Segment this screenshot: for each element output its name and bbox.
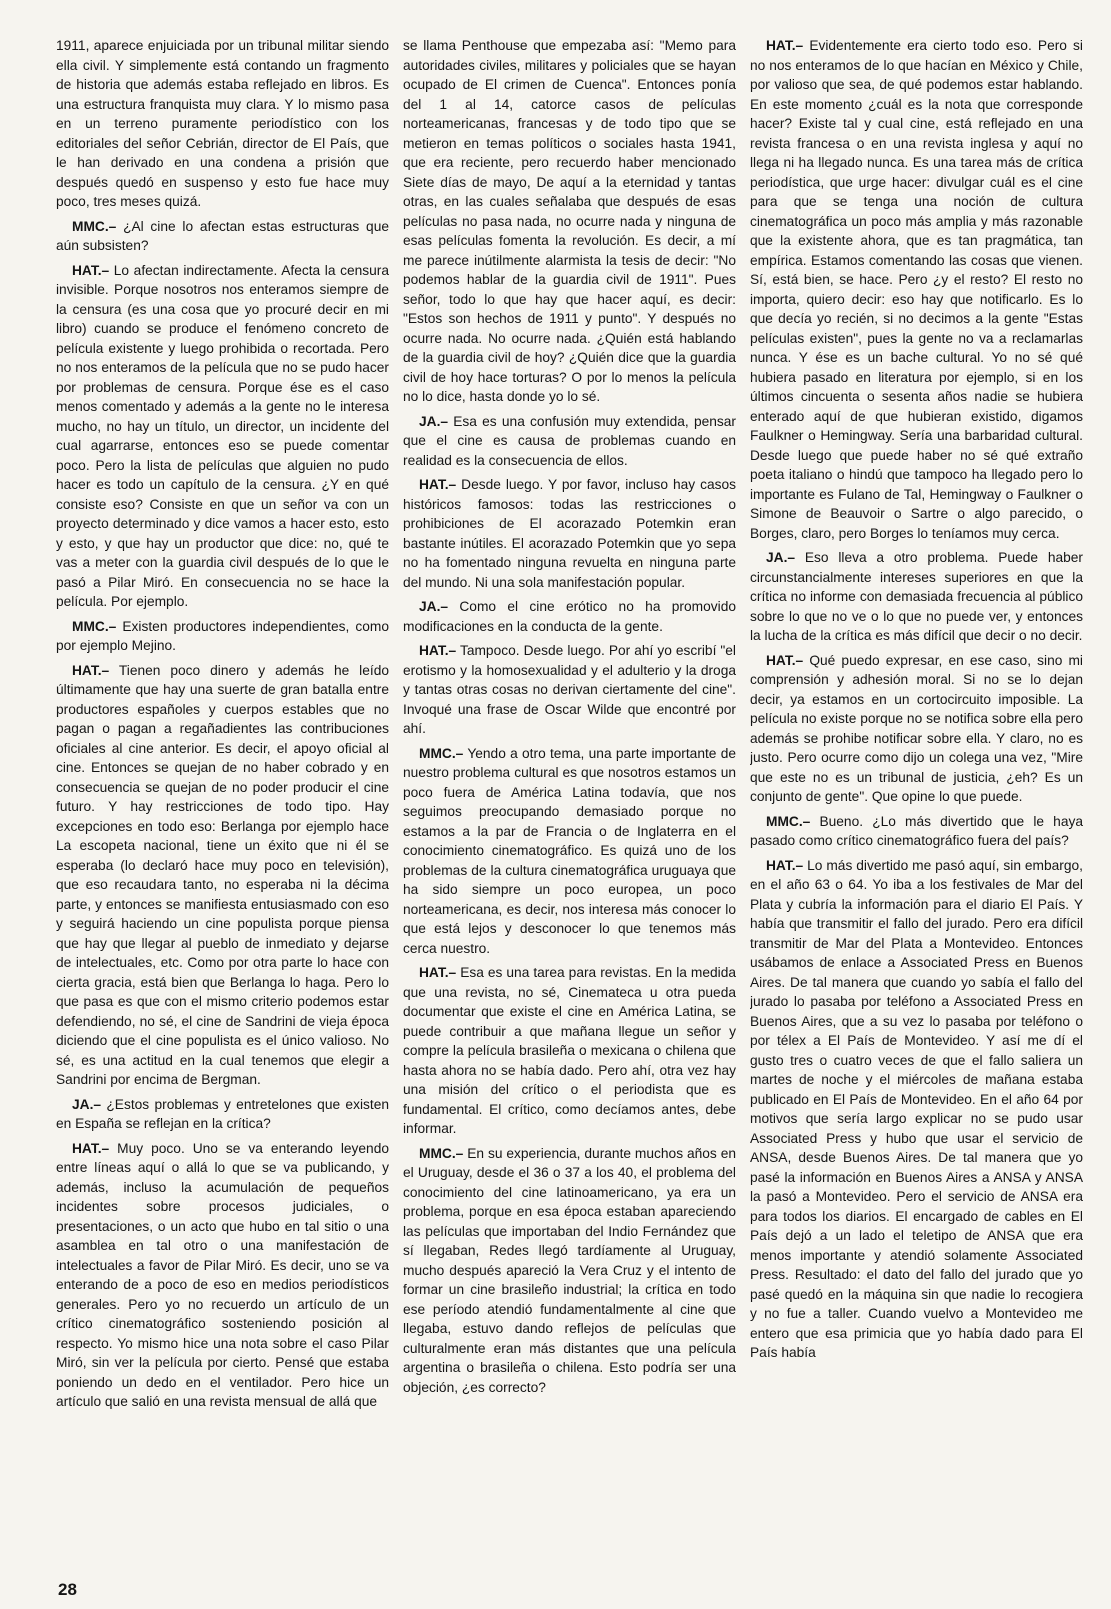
speaker-label: JA.– bbox=[766, 550, 796, 565]
speaker-label: MMC.– bbox=[419, 745, 464, 761]
paragraph bbox=[403, 412, 736, 471]
paragraph-text: ¿Al cine lo afectan estas estructuras que aún subsisten? bbox=[56, 218, 389, 253]
speaker-label: HAT.– bbox=[766, 857, 804, 873]
paragraph-text: Como el cine erótico no ha promovido modificaciones en la conducta de la gente. bbox=[403, 599, 736, 634]
speaker-label: MMC.– bbox=[766, 813, 811, 829]
speaker-label: JA.– bbox=[72, 1096, 102, 1112]
speaker-label: HAT.– bbox=[72, 662, 110, 678]
paragraph-text: Muy poco. Uno se va enterando leyendo entre líneas aquí o allá lo que se va publicando, y además, incluso la acumulación de pequeños incidentes sobre procesos judiciales, o presentaciones, o un acto que hubo en tal sitio o una asamblea en tal otro o una manifestación de intelectuales a favor de Pilar Miró. Es decir, uno se va enterando de a poco de eso en medios periodísticos generales. Pero yo no recuerdo un artículo de un crítico cinematográfico sosteniendo posición al respecto. Yo mismo hice una nota sobre el caso Pilar Miró, sin ver la película por cierto. Pensé que estaba poniendo un dedo en el ventilador. Pero hice un artículo que salió en una revista mensual de allá que bbox=[56, 1140, 389, 1409]
paragraph-text: Tampoco. Desde luego. Por ahí yo escribí "el erotismo y la homosexualidad y el adulterio y la droga y tantas otras cosas no derivan ciertamente del cine". Invoqué una frase de Oscar Wilde que encontré por ahí. bbox=[403, 643, 736, 736]
speaker-label: HAT.– bbox=[72, 1140, 110, 1156]
paragraph-text: Qué puedo expresar, en ese caso, sino mi comprensión y adhesión moral. Si no se lo dejan decir, ya estamos en un cortocircuito imposible. La película no existe porque no se notifica sobre ella pero además se prohibe notificar sobre ella. Y claro, no es justo. Pero ocurre como dijo un colega una vez, "Mire que este no es un tribunal de justicia, ¿eh? Es un conjunto de gente". Que opine lo que puede. bbox=[750, 652, 1083, 804]
paragraph-text: se llama Penthouse que empezaba así: "Memo para autoridades civiles, militares y policiales que se hayan ocupado de El crimen de Cuenca". Entonces ponía del 1 al 14, catorce casos de películas norteamericanas, francesas y de todo tipo que se metieron en temas políticos o sociales hasta 1941, que era reciente, pero recuerdo haber mencionado Siete días de mayo, De aquí a la eternidad y tantas otras, en las cuales señalaba que después de esas películas no pasa nada, no ocurre nada y ninguna de esas películas fomenta la revolución. Es decir, a mí me parece inútilmente alarmista la tesis de decir: "No podemos hablar de la guardia civil de 1911". Pues señor, todo lo que hay que hacer aquí, es decir: "Estos son hechos de 1911 y punto". Y después no ocurre nada. No ocurre nada. ¿Quién está hablando de la guardia civil de hoy? ¿Quién dice que la guardia civil de hoy hace torturas? O por lo menos la película no lo dice, hasta donde yo lo sé. bbox=[403, 38, 736, 404]
paragraph-text: Existen productores independientes, como por ejemplo Mejino. bbox=[56, 618, 389, 653]
paragraph bbox=[56, 617, 389, 656]
paragraph-text: Esa es una confusión muy extendida, pensar que el cine es causa de problemas cuando en realidad es la consecuencia de ellos. bbox=[403, 413, 736, 468]
paragraph-text: Eso lleva a otro problema. Puede haber circunstancialmente intereses superiores en que la crítica no informe con demasiada frecuencia al público sobre lo que no ve o lo que no puede ver, y entonces la lucha de la crítica es más difícil que decir o no decir. bbox=[750, 550, 1083, 643]
column-1 bbox=[56, 36, 389, 1572]
paragraph-text: Evidentemente era cierto todo eso. Pero si no nos enteramos de lo que hacían en México y Chile, por valioso que sea, de qué podemos estar hablando. En este momento ¿cuál es la nota que corresponde hacer? Existe tal y cual cine, está reflejado en una revista francesa o en una revista inglesa y aquí no llega ni ha llegado nunca. Es una tarea más de crítica periodística, que urge hacer: divulgar cuál es el cine para que se tenga una noción de cultura cinematográfica un poco más amplia y más razonable que la existente ahora, que es tan pragmática, tan empírica. Estamos comentando las cosas que vienen. Sí, está bien, se hace. Pero ¿y el resto? El resto no importa, quiero decir: eso hay que notificarlo. Es lo que decía yo recién, si no decimos a la gente "Estas películas existen", pues la gente no va a reclamarlas nunca. Y ése es un bache cultural. Yo no sé qué hubiera pasado en literatura por ejemplo, si en los últimos cincuenta o sesenta años nadie se hubiera enterado aquí de que hubieran existido, digamos Faulkner o Hemingway. Sería una barbaridad cultural. Desde luego que puede haber no sé qué extraño poeta italiano o hindú que tampoco ha llegado pero lo importante es Fulano de Tal, Hemingway o Faulkner o Simone de Beauvoir o Sartre o algo parecido, o Borges, claro, pero Borges lo teníamos muy cerca. bbox=[750, 38, 1083, 541]
column-2 bbox=[403, 36, 736, 1572]
paragraph bbox=[56, 1139, 389, 1412]
speaker-label: MMC.– bbox=[419, 1145, 464, 1161]
paragraph-text: Lo afectan indirectamente. Afecta la censura invisible. Porque nosotros nos enteramos siempre de la censura (es una cosa que yo procuré decir en mi libro) cuando se produce el fenómeno concreto de película existente y luego prohibida o recortada. Pero no nos enteramos de la película que no se pudo hacer por problemas de censura. Porque ése es el caso menos comentado y además a la gente no le interesa mucho, no hay un título, un director, un incidente del cual agarrarse, entonces eso se puede comentar poco. Pero la lista de películas que alguien no pudo hacer es todo un capítulo de la censura. ¿Y en qué consiste eso? Consiste en que un señor va con un proyecto determinado y dice vamos a hacer esto, esto y esto, y que hay un productor que dice: no, qué te vas a meter con la guardia civil después de lo que le pasó a Pilar Miró. En consecuencia no se hace la película. Por ejemplo. bbox=[56, 262, 389, 609]
speaker-label: HAT.– bbox=[766, 652, 804, 668]
paragraph bbox=[750, 36, 1083, 543]
speaker-label: HAT.– bbox=[419, 477, 457, 492]
article-columns bbox=[56, 36, 1083, 1572]
paragraph bbox=[56, 1095, 389, 1134]
speaker-label: JA.– bbox=[419, 413, 449, 429]
paragraph bbox=[403, 963, 736, 1139]
speaker-label: MMC.– bbox=[72, 618, 117, 634]
paragraph-text: Bueno. ¿Lo más divertido que le haya pasado como crítico cinematográfico fuera del país? bbox=[750, 813, 1083, 848]
speaker-label: HAT.– bbox=[766, 38, 804, 53]
paragraph bbox=[750, 856, 1083, 1363]
paragraph bbox=[403, 597, 736, 636]
paragraph bbox=[403, 475, 736, 592]
column-3 bbox=[750, 36, 1083, 1572]
paragraph bbox=[56, 261, 389, 612]
paragraph-text: En su experiencia, durante muchos años en el Uruguay, desde el 36 o 37 a los 40, el problema del conocimiento del cine latinoamericano, ya era un problema, porque en esa época estaban apareciendo las películas que importaban del Indio Fernández que sí llegaban, Redes llegó tardíamente al Uruguay, mucho después apareció la Vera Cruz y el intento de formar un cine brasileño industrial; la crítica en todo ese período atendió fundamentalmente al cine que llegaba, estuvo dando reflejos de películas que culturalmente eran más distantes que una película argentina o brasileña o chilena. Esto podría ser una objeción, ¿es correcto? bbox=[403, 1145, 736, 1395]
paragraph-text: 1911, aparece enjuiciada por un tribunal militar siendo ella civil. Y simplemente está contando un fragmento de historia que además estaba reflejado en libros. Es una estructura franquista muy clara. Y lo mismo pasa en un terreno puramente periodístico con los editoriales del señor Cebrián, director de El País, que le han derivado en una condena a prisión que después quedó en suspenso y esto fue hace muy poco, tres meses quizá. bbox=[56, 38, 389, 209]
speaker-label: HAT.– bbox=[419, 965, 457, 980]
paragraph bbox=[56, 661, 389, 1090]
paragraph-text: Desde luego. Y por favor, incluso hay casos históricos famosos: todas las restricciones o prohibiciones de El acorazado Potemkin eran bastante inútiles. El acorazado Potemkin que yo sepa no ha fomentado ninguna revuelta en ninguna parte del mundo. Ni una sola manifestación popular. bbox=[403, 477, 736, 590]
page-number: 28 bbox=[58, 1580, 77, 1599]
paragraph-text: Lo más divertido me pasó aquí, sin embargo, en el año 63 o 64. Yo iba a los festivales de Mar del Plata y cubría la información para el diario El País. Y había que transmitir el fallo del jurado. Pero era difícil transmitir de Mar del Plata a Montevideo. Entonces usábamos de enlace a Associated Press en Buenos Aires. De tal manera que cuando yo sabía el fallo del jurado lo pasaba por teléfono a Associated Press en Buenos Aires, que a su vez lo pasaba por teléfono o por télex a El País de Montevideo. Y así me dí el gusto tres o cuatro veces de que el fallo saliera un martes de noche y el miércoles de mañana estaba publicado en El País de Montevideo. En el año 64 por motivos que sería largo explicar no se pudo usar Associated Press y hubo que usar el servicio de ANSA, desde Buenos Aires. De tal manera que yo pasé la información en Buenos Aires a ANSA y ANSA la pasó a Montevideo. Pero el servicio de ANSA era para todos los diarios. El encargado de cables en El País dejó a un lado el teletipo de ANSA que era menos importante y atendió solamente Associated Press. Resultado: el dato del fallo del jurado que yo pasé quedó en la máquina sin que nadie lo recogiera y no fue a taller. Cuando vuelvo a Montevideo me entero que esa primicia que yo había dado para El País había bbox=[750, 857, 1083, 1360]
speaker-label: JA.– bbox=[419, 599, 449, 614]
paragraph bbox=[403, 744, 736, 959]
speaker-label: HAT.– bbox=[419, 643, 457, 658]
paragraph-text: Yendo a otro tema, una parte importante de nuestro problema cultural es que nosotros estamos un poco fuera de América Latina todavía, que nos seguimos preocupando demasiado porque no estamos a la par de Francia o de Inglaterra en el conocimiento cinematográfico. Es quizá uno de los problemas de la cultura cinematográfica uruguaya que ha sido siempre un poco europea, un poco norteamericana, es decir, nos interesa más conocer lo que está lejos y desconocer lo que tenemos más cerca nuestro. bbox=[403, 745, 736, 956]
paragraph-text: ¿Estos problemas y entretelones que existen en España se reflejan en la crítica? bbox=[56, 1096, 389, 1131]
speaker-label: MMC.– bbox=[72, 218, 117, 234]
paragraph bbox=[56, 36, 389, 212]
paragraph bbox=[56, 217, 389, 256]
paragraph bbox=[403, 641, 736, 739]
speaker-label: HAT.– bbox=[72, 262, 110, 278]
paragraph bbox=[403, 1144, 736, 1398]
paragraph bbox=[750, 812, 1083, 851]
paragraph bbox=[750, 651, 1083, 807]
paragraph bbox=[403, 36, 736, 407]
paragraph-text: Esa es una tarea para revistas. En la medida que una revista, no sé, Cinemateca u otra pueda documentar que existe el cine en América Latina, se puede contribuir a que mañana llegue un señor y compre la película brasileña o mexicana o chilena que hasta ahora no se había dado. Pero ahí, otra vez hay una misión del crítico o el periodista que es fundamental. El crítico, como decíamos antes, debe informar. bbox=[403, 965, 736, 1136]
paragraph-text: Tienen poco dinero y además he leído últimamente que hay una suerte de gran batalla entre productores españoles y cuerpos estables que no pagan o pagan a regañadientes las contribuciones oficiales al cine anterior. Es decir, el apoyo oficial al cine. Entonces se quejan de no haber cobrado y en consecuencia se quejan de no poder producir el cine futuro. Y hay restricciones de todo tipo. Hay excepciones en todo eso: Berlanga por ejemplo hace La escopeta nacional, tiene un éxito que ni él se esperaba (lo declaró hace muy poco en televisión), que eso recaudara tanto, no esperaba ni la décima parte, y entonces se manifiesta entusiasmado con eso y seguirá haciendo un cine populista porque piensa que hay que llegar al pueblo de inmediato y dejarse de intelectuales, etc. Como por otra parte lo hace con cierta gracia, está bien que Berlanga lo haga. Pero lo que pasa es que con el mismo criterio podemos estar defendiendo, no sé, el cine de Sandrini de vieja época diciendo que el cine populista es el único valioso. No sé, es una actitud en la cual tenemos que elegir a Sandrini por encima de Bergman. bbox=[56, 662, 389, 1087]
paragraph bbox=[750, 548, 1083, 646]
